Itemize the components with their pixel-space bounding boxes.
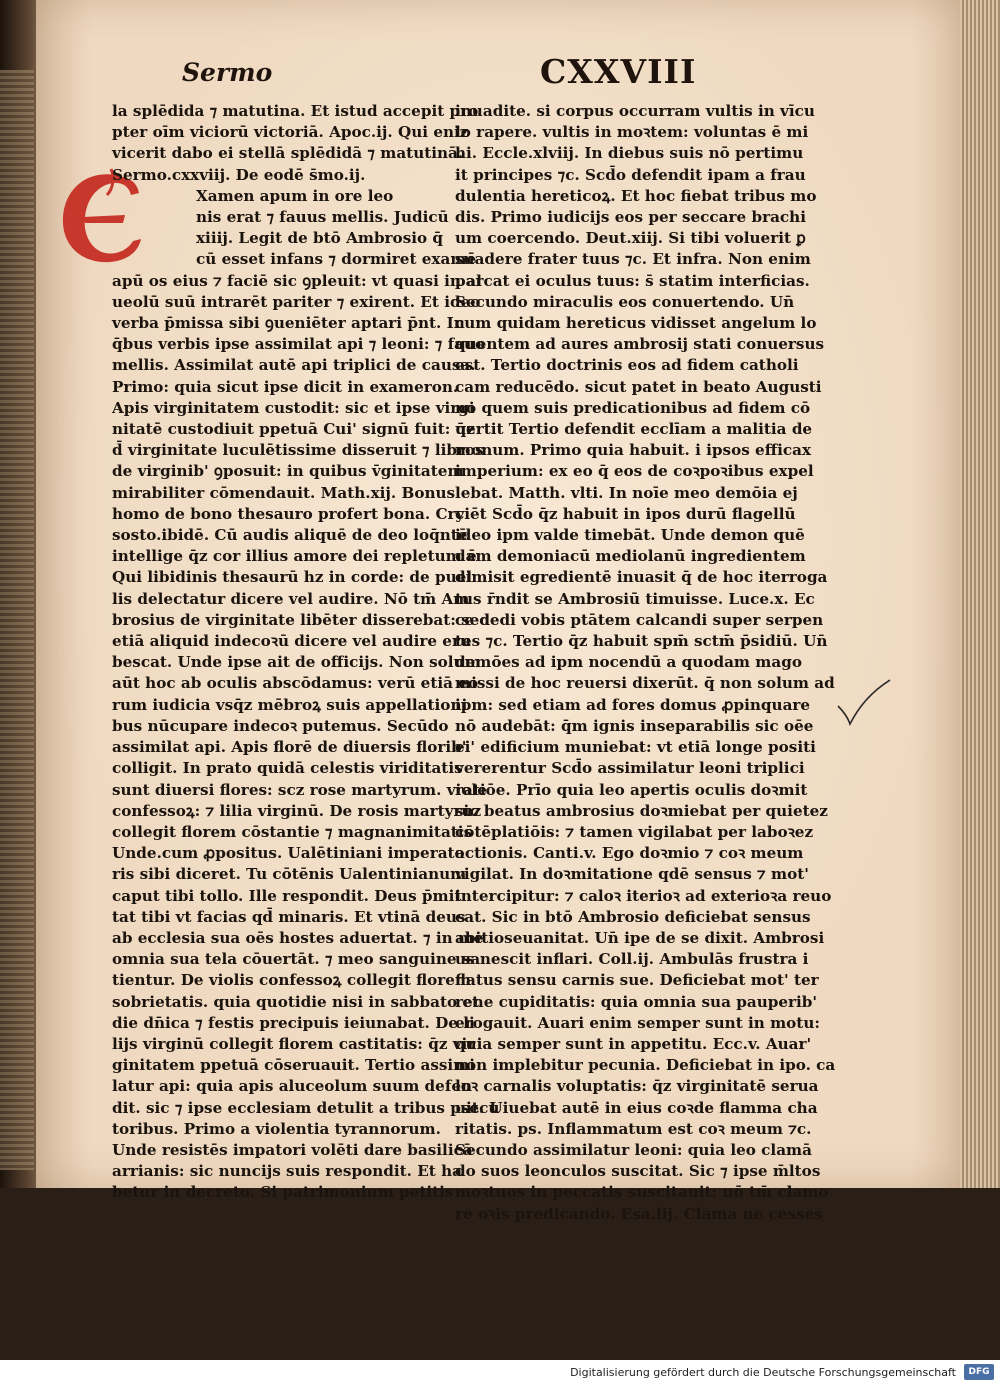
text-line: suadere frater tuus ⁊c. Et infra. Non enim xyxy=(455,250,811,269)
text-line: tat tibi vt facias qd̄ minaris. Et vtinā deus xyxy=(112,907,466,926)
text-line: confessoꝝ: ⁊ lilia virginū. De rosis martyruz xyxy=(112,801,482,820)
text-line: dimisit egredientē inuasit q̄ de hoc iterroga xyxy=(455,568,828,587)
text-line: ce dedi vobis ptātem calcandi super serpen xyxy=(455,610,824,629)
text-line: ei' edificium muniebat: vt etiā longe positi xyxy=(455,738,816,757)
text-line: inuadite. si corpus occurram vultis in vīcu xyxy=(455,102,815,120)
text-line: Secundo miraculis eos conuertendo. Un̄ xyxy=(455,292,795,311)
right-column xyxy=(455,101,836,1225)
text-line: non implebitur pecunia. Deficiebat in ipo. ca xyxy=(455,1056,836,1075)
text-line: lis delectatur dicere vel audire. Nō tm̄ Am xyxy=(112,589,470,608)
text-line: ris sibi diceret. Tu cōtēnis Ualentinianum xyxy=(112,865,467,884)
text-line: omnia sua tela cōuertāt. ⁊ meo sanguine sa xyxy=(112,950,481,969)
text-line: it principes ⁊c. Scd̄o defendit ipam a frau xyxy=(455,165,806,184)
text-line: Qui libidinis thesaurū hz in corde: de puel xyxy=(112,568,473,587)
text-line: collegit florem cōstantie ⁊ magnanimitatis xyxy=(112,822,473,841)
text-line: uertit Tertio defendit ecclīam a malitia de xyxy=(455,420,813,439)
text-line: quentem ad aures ambrosij stati conuersus xyxy=(455,335,825,354)
text-line: demōes ad ipm nocendū a quodam mago xyxy=(455,653,802,672)
text-line: cum quidam hereticus vidisset angelum lo xyxy=(455,314,817,333)
text-line: moꝛtuos in peccatis suscitauit: nō tm̄ clamo xyxy=(455,1183,829,1202)
text-line: sic beatus ambrosius doꝛmiebat per quietez xyxy=(455,801,828,820)
text-line: latur api: quia apis aluceolum suum defen xyxy=(112,1077,473,1096)
text-line: dis. Primo iudicijs eos per seccare brachi xyxy=(455,208,806,227)
text-line: homo de bono thesauro profert bona. Cry xyxy=(112,504,465,523)
text-line: vererentur Scd̄o assimilatur leoni triplici xyxy=(455,759,805,778)
text-line: mirabiliter cōmendauit. Math.xij. Bonus xyxy=(112,483,456,502)
text-line: tus r̄ndit se Ambrosiū timuisse. Luce.x. Ec xyxy=(455,589,815,608)
text-line: monum. Primo quia habuit. i ipsos efficax xyxy=(455,441,812,460)
footer-credit: Digitalisierung gefördert durch die Deutsche Forschungsgemeinschaft xyxy=(570,1366,956,1379)
text-line: etiā aliquid indecoꝛū dicere vel audire eru xyxy=(112,632,472,651)
text-line: intercipitur: ⁊ caloꝛ iterioꝛ ad exterioꝛa reuo xyxy=(455,886,832,905)
text-line: actionis. Canti.v. Ego doꝛmio ⁊ coꝛ meum xyxy=(455,844,804,863)
text-line: dam demoniacū mediolanū ingredientem xyxy=(455,547,806,566)
text-line: brosius de virginitate libēter disserebat: sed xyxy=(112,610,490,629)
text-line: toribus. Primo a violentia tyrannorum. xyxy=(112,1119,441,1138)
text-line: erogauit. Auari enim semper sunt in motu: xyxy=(455,1013,820,1032)
text-line: xiiij. Legit de btō Ambrosio q̄ xyxy=(196,229,444,248)
text-line: de virginib' ꝯposuit: in quibus v̄ginitatem xyxy=(112,462,464,481)
text-line: lo rapere. vultis in moꝛtem: voluntas ē mi xyxy=(455,123,809,142)
text-line: do suos leonculos suscitat. Sic ⁊ ipse m̄ltos xyxy=(455,1162,821,1181)
text-line: ratiōe. Prīo quia leo apertis oculis doꝛmit xyxy=(455,780,808,799)
text-line: ueolū suū intrarēt pariter ⁊ exirent. Et ideo xyxy=(112,292,481,311)
text-line: um coercendo. Deut.xiij. Si tibi voluerit ꝑ xyxy=(455,229,806,248)
text-line: Xamen apum in ore leo xyxy=(196,186,394,205)
text-line: vigilat. In doꝛmitatione qdē sensus ⁊ mot' xyxy=(455,865,809,884)
text-line: Sermo.cxxviij. De eodē s̄mo.ij. xyxy=(112,165,366,184)
text-line: ginitatem ppetuā cōseruauit. Tertio assimi xyxy=(112,1056,476,1075)
text-line: cōtēplatiōis: ⁊ tamen vigilabat per laboꝛez xyxy=(455,822,814,841)
text-line: uit. Uiuebat autē in eius coꝛde flamma cha xyxy=(455,1098,818,1117)
text-line: sobrietatis. quia quotidie nisi in sabbato et xyxy=(112,992,480,1011)
text-line: Primo: quia sicut ipse dicit in exameron. xyxy=(112,377,459,396)
text-line: cat. Sic in btō Ambrosio deficiebat sensus xyxy=(455,907,811,926)
text-line: ab ecclesia sua oēs hostes aduertat. ⁊ in me xyxy=(112,928,484,947)
text-line: Unde.cum ꝓpositus. Ualētiniani imperato xyxy=(112,844,465,863)
text-line: pter oīm viciorū victoriā. Apoc.ij. Qui eniz xyxy=(112,123,469,142)
text-line: dit. sic ⁊ ipse ecclesiam detulit a tribus psecu xyxy=(112,1098,500,1117)
text-line: arrianis: sic nuncijs suis respondit. Et ha xyxy=(112,1162,462,1181)
dfg-logo: DFG xyxy=(964,1364,994,1380)
text-line: assimilat api. Apis florē de diuersis florib' xyxy=(112,738,467,757)
text-line: flatus sensu carnis sue. Deficiebat mot' ter xyxy=(455,971,819,990)
text-line: d̄ virginitate luculētissime disseruit ⁊ libros xyxy=(112,441,484,460)
text-line: ciēt Scd̄o q̄z habuit in ipos durū flagellū xyxy=(455,504,796,523)
text-line: parcat ei oculus tuus: s̄ statim interficias. xyxy=(455,271,810,290)
text-line: lijs virginū collegit florem castitatis: q̄z vir xyxy=(112,1034,476,1053)
text-line: ideo ipm valde timebāt. Unde demon quē xyxy=(455,526,805,545)
text-line: imperium: ex eo q̄ eos de coꝛpoꝛibus expel xyxy=(455,462,814,481)
text-line: nis erat ⁊ fauus mellis. Judicū xyxy=(196,208,449,227)
text-line: tientur. De violis confessoꝝ collegit florem xyxy=(112,971,472,990)
text-line: ritatis. ps. Inflammatum est coꝛ meum ⁊c. xyxy=(455,1119,812,1138)
text-line: intellige q̄z cor illius amore dei repletum ē xyxy=(112,547,477,566)
text-line: no quem suis predicationibus ad fidem cō xyxy=(455,398,811,417)
text-line: rene cupiditatis: quia omnia sua pauperib' xyxy=(455,992,818,1011)
text-line: cū esset infans ⁊ dormiret examē xyxy=(196,250,477,269)
text-line: sunt diuersi flores: scz rose martyrum. viole xyxy=(112,780,487,799)
previous-page-edge xyxy=(0,70,34,1170)
text-line: nitatē custodiuit ppetuā Cui' signū fuit: q̄z xyxy=(112,420,475,439)
text-line: betur in decreto. Si patrimonium petitis xyxy=(112,1183,454,1202)
page-edges xyxy=(960,0,1000,1188)
folio-number: CXXVIII xyxy=(540,52,697,91)
text-line: apū os eius ⁊ faciē sic ꝯpleuit: vt quasi in al xyxy=(112,271,482,290)
text-line: q̄bus verbis ipse assimilat api ⁊ leoni: ⁊ fauo xyxy=(112,335,486,354)
text-line: Unde resistēs impatori volēti dare basilicā xyxy=(112,1140,473,1159)
digitization-footer xyxy=(0,1360,1000,1385)
text-line: cam reducēdo. sicut patet in beato Augusti xyxy=(455,377,822,396)
running-header-left: Sermo xyxy=(182,58,273,87)
text-line: Apis virginitatem custodit: sic et ipse virgi xyxy=(112,398,475,417)
text-line: mellis. Assimilat autē api triplici de causa. xyxy=(112,356,476,375)
text-line: hi. Eccle.xlviij. In diebus suis nō pertimu xyxy=(455,144,804,163)
pencil-checkmark-icon xyxy=(834,668,894,738)
text-line: caput tibi tollo. Ille respondit. Deus p̄mit xyxy=(112,886,462,905)
text-line: sosto.ibidē. Cū audis aliquē de deo loq̄ntē xyxy=(112,526,468,545)
text-line: rum iudicia vsq̄z mēbroꝝ suis appellationi xyxy=(112,695,468,714)
text-line: missi de hoc reuersi dixerūt. q̄ non solum ad xyxy=(455,674,835,693)
text-line: bescat. Unde ipse ait de officijs. Non solum xyxy=(112,653,481,672)
text-line: la splēdida ⁊ matutina. Et istud accepit pro xyxy=(112,102,479,120)
text-line: tes ⁊c. Tertio q̄z habuit spm̄ sctm̄ p̄sidiū. Un̄ xyxy=(455,632,828,651)
text-line: vicerit dabo ei stellā splēdidā ⁊ matutinā. xyxy=(112,144,464,163)
text-line: verba p̄missa sibi ꝯueniēter aptari p̄nt. In xyxy=(112,314,465,333)
left-column xyxy=(112,101,500,1204)
text-line: nō audebāt: q̄m ignis inseparabilis sic oēe xyxy=(455,716,814,735)
text-line: die dn̄ica ⁊ festis precipuis ieiunabat. De li xyxy=(112,1013,475,1032)
text-line: loꝛ carnalis voluptatis: q̄z virginitatē serua xyxy=(455,1077,819,1096)
text-line: Secundo assimilatur leoni: quia leo clamā xyxy=(455,1140,812,1159)
text-line: est. Tertio doctrinis eos ad fidem catholi xyxy=(455,356,799,375)
text-line: dulentia hereticoꝝ. Et hoc fiebat tribus mo xyxy=(455,186,817,205)
text-line: lebat. Matth. vlti. In noīe meo demōia ej xyxy=(455,483,798,502)
text-line: colligit. In prato quidā celestis viriditatis xyxy=(112,759,463,778)
text-line: re oꝛis predicando. Esa.lij. Clama ne cesses xyxy=(455,1204,823,1223)
text-line: bus nūcupare indecoꝛ putemus. Secūdo xyxy=(112,716,449,735)
text-line: us nescit inflari. Coll.ij. Ambulās frustra i xyxy=(455,950,809,969)
text-line: aūt hoc ab oculis abscōdamus: verū etiā eo xyxy=(112,674,479,693)
text-line: quia semper sunt in appetitu. Ecc.v. Auar' xyxy=(455,1034,812,1053)
text-line: ipm: sed etiam ad fores domus ꝓpinquare xyxy=(455,695,811,714)
text-line: abitioseuanitat. Un̄ ipe de se dixit. Ambrosi xyxy=(455,928,825,947)
